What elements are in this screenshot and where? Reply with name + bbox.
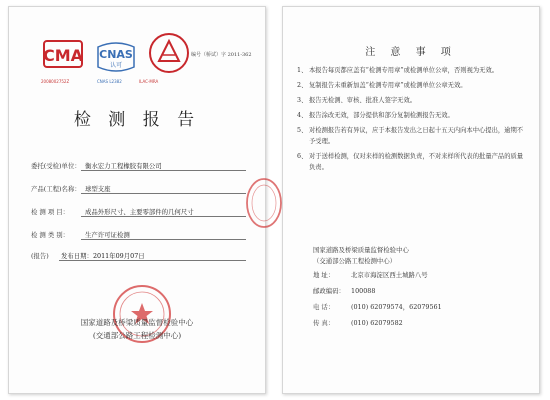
contact-fax: 传 真： (010) 62079582 bbox=[313, 319, 403, 327]
report-title: 检 测 报 告 bbox=[73, 110, 201, 130]
list-item: 6、 对于送样检测，仅对来样的检测数据负责，不对来样所代表的批量产品的质量负责。 bbox=[297, 153, 524, 171]
seam-seal bbox=[244, 176, 284, 230]
svg-text:CNAS: CNAS bbox=[99, 48, 133, 61]
field-value: 生产许可证检测 bbox=[85, 231, 130, 239]
report-number: 编号（桥试）字 2011-362 bbox=[191, 52, 252, 58]
field-test-items bbox=[31, 206, 246, 218]
issuer-name: 国家道路及桥梁质量监督检验中心 bbox=[80, 318, 194, 327]
field-test-type bbox=[31, 229, 246, 241]
list-item: 2、 复制报告未重新加盖“检测专用章”或检测单位公章无效。 bbox=[297, 82, 467, 89]
field-product bbox=[31, 183, 246, 195]
cnas-logo bbox=[95, 37, 137, 77]
field-label: 委托(受检)单位： bbox=[31, 162, 81, 170]
field-label: 产品(工程)名称： bbox=[31, 185, 81, 193]
field-label: 检 测 类 别： bbox=[31, 231, 70, 239]
field-issue-date bbox=[31, 250, 246, 262]
contact-postcode: 邮政编码： 100088 bbox=[313, 287, 376, 295]
svg-text:CMA: CMA bbox=[43, 46, 83, 65]
notice-title: 注 意 事 项 bbox=[365, 47, 457, 58]
notice-page bbox=[282, 6, 540, 394]
field-label: 检 测 项 目： bbox=[31, 208, 70, 216]
contact-org: 国家道路及桥梁质量监督检验中心 bbox=[313, 246, 409, 254]
cma-logo bbox=[43, 35, 83, 75]
contact-org-sub: （交通部公路工程检测中心） bbox=[313, 257, 397, 265]
svg-text:认可: 认可 bbox=[109, 62, 123, 69]
cnas-number: CNAS L2382 bbox=[97, 79, 122, 84]
field-value: 衡水宏力工程橡胶有限公司 bbox=[85, 162, 162, 170]
list-item: 1、 本报告每页都应盖有“检测专用章”或检测单位公章，否则视为无效。 bbox=[297, 67, 499, 74]
report-cover-page bbox=[8, 6, 266, 394]
field-client bbox=[31, 160, 246, 172]
ilac-mra-logo bbox=[147, 31, 191, 75]
notice-list bbox=[297, 65, 529, 177]
issuer-subname: (交通部公路工程检测中心) bbox=[92, 331, 182, 340]
field-value: 成品外形尺寸、主要零部件的几何尺寸 bbox=[85, 208, 194, 216]
cma-number: 2008002752Z bbox=[41, 79, 70, 84]
ilac-label: ILAC-MRA bbox=[139, 79, 159, 84]
list-item: 4、 报告涂改无效，部分提供和部分复制检测报告无效。 bbox=[297, 112, 454, 119]
contact-address: 地 址： 北京市海淀区西土城路八号 bbox=[313, 271, 428, 279]
field-value: 发布日期：2011年09月07日 bbox=[61, 252, 145, 260]
list-item: 3、 报告无检测、审核、批准人签字无效。 bbox=[297, 97, 417, 104]
list-item: 5、 对检测报告若有异议，应于本报告发出之日起十五天内向本中心提出，逾期不予受理。 bbox=[297, 127, 524, 145]
field-value: 球型支座 bbox=[85, 185, 111, 193]
field-label: (报告) bbox=[31, 252, 49, 260]
contact-phone: 电 话： (010) 62079574，62079561 bbox=[313, 303, 442, 311]
